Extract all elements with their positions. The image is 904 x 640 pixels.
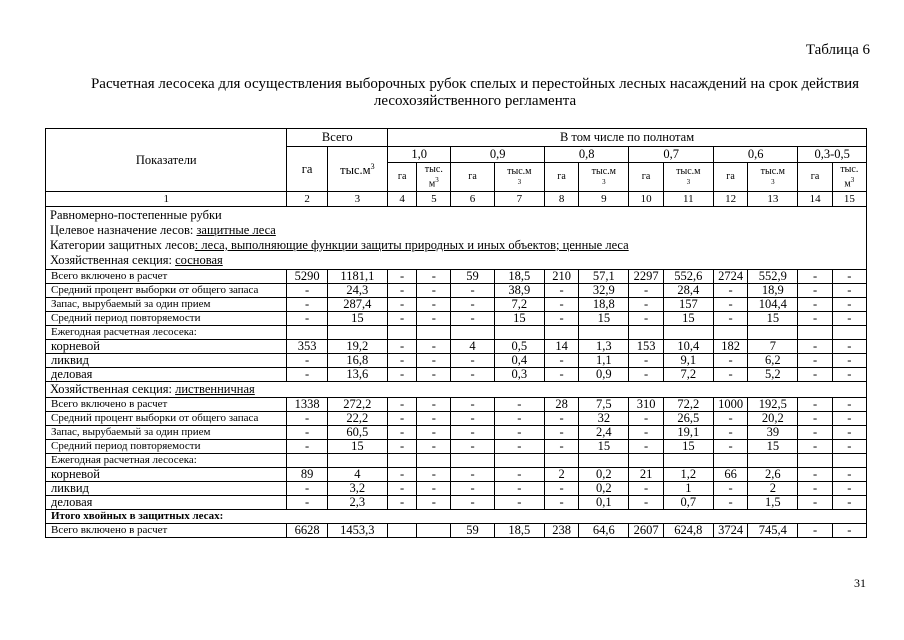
table-cell: 4 (327, 468, 387, 482)
table-cell: - (417, 340, 451, 354)
table-cell: 39 (748, 426, 798, 440)
table-row (46, 426, 867, 440)
table-cell: - (544, 368, 578, 382)
table-cell: 10,4 (663, 340, 713, 354)
header-by-density: В том числе по полнотам (388, 129, 867, 147)
table-cell: 26,5 (663, 412, 713, 426)
unit-volume: тыс. $м^3$ (832, 163, 866, 192)
table-cell: - (417, 468, 451, 482)
table-cell: - (629, 368, 663, 382)
table-cell: 5,2 (748, 368, 798, 382)
table-row (46, 524, 867, 538)
table-cell: 624,8 (663, 524, 713, 538)
table-cell: - (713, 354, 747, 368)
table-cell: 1,2 (663, 468, 713, 482)
table-row (46, 270, 867, 284)
table-cell: - (713, 368, 747, 382)
table-cell: 19,1 (663, 426, 713, 440)
table-cell (388, 524, 417, 538)
table-cell: 28,4 (663, 284, 713, 298)
table-cell: - (287, 440, 327, 454)
density-0-3-0-5: 0,3-0,5 (798, 147, 867, 163)
row-label: корневой (46, 468, 287, 482)
table-cell: 272,2 (327, 398, 387, 412)
table-cell: - (388, 312, 417, 326)
table-cell: 24,3 (327, 284, 387, 298)
table-cell: - (798, 482, 832, 496)
table-cell: 32,9 (579, 284, 629, 298)
table-cell: - (417, 398, 451, 412)
table-cell: 20,2 (748, 412, 798, 426)
unit-volume: тыс.м 3 (663, 163, 713, 192)
table-cell: - (417, 284, 451, 298)
header-total-volume: $тыс.м^3$ (327, 147, 387, 192)
table-cell: - (388, 354, 417, 368)
density-0-6: 0,6 (713, 147, 798, 163)
table-cell: - (451, 482, 494, 496)
col-num: 8 (544, 192, 578, 207)
section-larch-row (46, 382, 867, 398)
table-cell: - (629, 412, 663, 426)
table-cell: 18,5 (494, 270, 544, 284)
table-cell: - (287, 284, 327, 298)
table-cell: - (388, 284, 417, 298)
col-num: 15 (832, 192, 866, 207)
table-cell: 14 (544, 340, 578, 354)
table-cell: - (629, 440, 663, 454)
table-cell: - (798, 398, 832, 412)
table-cell: 2297 (629, 270, 663, 284)
unit-volume: тыс.м 3 (494, 163, 544, 192)
table-cell: - (544, 440, 578, 454)
table-cell: - (287, 368, 327, 382)
table-cell: - (832, 270, 866, 284)
table-cell: 89 (287, 468, 327, 482)
table-cell: - (388, 340, 417, 354)
page-number: 31 (854, 576, 866, 590)
table-cell: - (451, 468, 494, 482)
table-cell: - (451, 298, 494, 312)
row-label: ликвид (46, 354, 287, 368)
table-cell: 287,4 (327, 298, 387, 312)
table-cell: 1000 (713, 398, 747, 412)
table-cell: - (451, 354, 494, 368)
table-cell: - (388, 482, 417, 496)
table-cell: - (629, 482, 663, 496)
table-cell: 1 (663, 482, 713, 496)
unit-volume: тыс.м 3 (579, 163, 629, 192)
table-cell: 2,4 (579, 426, 629, 440)
table-cell: - (451, 440, 494, 454)
table-cell: 7,2 (494, 298, 544, 312)
table-cell: 0,5 (494, 340, 544, 354)
table-cell: 9,1 (663, 354, 713, 368)
table-cell: - (544, 354, 578, 368)
category-line: Категории защитных лесов: леса, выполняющие функции защиты природных и иных объектов; ценные леса (50, 238, 629, 252)
table-cell: - (417, 426, 451, 440)
table-cell: 1,5 (748, 496, 798, 510)
table-cell (417, 524, 451, 538)
col-num: 6 (451, 192, 494, 207)
unit-ha: га (544, 163, 578, 192)
table-cell: - (451, 312, 494, 326)
table-cell: - (388, 426, 417, 440)
table-cell: - (832, 354, 866, 368)
table-cell: - (417, 496, 451, 510)
table-cell: - (629, 312, 663, 326)
table-cell: 1338 (287, 398, 327, 412)
table-cell: - (713, 412, 747, 426)
row-label: Средний период повторяемости (46, 440, 287, 454)
table-cell: - (832, 398, 866, 412)
table-cell: - (451, 284, 494, 298)
table-cell: 38,9 (494, 284, 544, 298)
section-pine: Хозяйственная секция: сосновая (50, 253, 223, 267)
table-cell: - (798, 298, 832, 312)
table-cell: - (388, 412, 417, 426)
header-indicators: Показатели (46, 129, 287, 192)
table-cell: 18,5 (494, 524, 544, 538)
table-row (46, 412, 867, 426)
table-cell: 59 (451, 270, 494, 284)
table-cell: - (417, 298, 451, 312)
table-cell: 66 (713, 468, 747, 482)
row-label: деловая (46, 368, 287, 382)
table-cell: 18,8 (579, 298, 629, 312)
table-cell: 28 (544, 398, 578, 412)
table-row (46, 298, 867, 312)
table-row (46, 398, 867, 412)
purpose-line: Целевое назначение лесов: защитные леса (50, 223, 276, 237)
table-cell: - (417, 312, 451, 326)
col-num: 12 (713, 192, 747, 207)
table-cell: 7 (748, 340, 798, 354)
density-1-0: 1,0 (388, 147, 451, 163)
table-cell: - (798, 412, 832, 426)
total-label: Итого хвойных в защитных лесах: (46, 510, 867, 524)
table-row (46, 340, 867, 354)
table-cell: 19,2 (327, 340, 387, 354)
table-cell: - (287, 496, 327, 510)
table-cell: - (494, 496, 544, 510)
table-cell: - (494, 482, 544, 496)
col-num: 4 (388, 192, 417, 207)
unit-ha: га (713, 163, 747, 192)
table-cell: - (798, 524, 832, 538)
table-cell: 0,4 (494, 354, 544, 368)
density-0-9: 0,9 (451, 147, 545, 163)
col-num: 3 (327, 192, 387, 207)
unit-volume: тыс.м 3 (748, 163, 798, 192)
table-cell: - (713, 312, 747, 326)
table-cell: 157 (663, 298, 713, 312)
table-cell: - (832, 284, 866, 298)
row-label: Средний процент выборки от общего запаса (46, 412, 287, 426)
table-cell: 3,2 (327, 482, 387, 496)
table-row (46, 482, 867, 496)
table-cell: - (798, 270, 832, 284)
table-cell: - (832, 468, 866, 482)
table-cell: - (832, 524, 866, 538)
table-row (46, 368, 867, 382)
table-cell: 15 (579, 440, 629, 454)
table-cell: 238 (544, 524, 578, 538)
table-cell: - (713, 482, 747, 496)
table-cell: 0,7 (663, 496, 713, 510)
column-numbers-row (46, 192, 867, 207)
annual-label-row (46, 326, 867, 340)
table-cell: 15 (748, 312, 798, 326)
table-cell: - (417, 440, 451, 454)
row-label: Всего включено в расчет (46, 524, 287, 538)
table-cell: 6628 (287, 524, 327, 538)
unit-ha: га (388, 163, 417, 192)
table-cell: - (287, 426, 327, 440)
table-cell: - (544, 284, 578, 298)
table-cell: - (544, 412, 578, 426)
table-cell: 104,4 (748, 298, 798, 312)
table-cell: 16,8 (327, 354, 387, 368)
table-cell: - (832, 312, 866, 326)
table-cell: - (287, 354, 327, 368)
table-cell: 59 (451, 524, 494, 538)
row-label: Запас, вырубаемый за один прием (46, 426, 287, 440)
row-label: Средний процент выборки от общего запаса (46, 284, 287, 298)
table-cell: - (832, 340, 866, 354)
table-cell: - (388, 298, 417, 312)
table-cell: 18,9 (748, 284, 798, 298)
table-cell: 15 (327, 312, 387, 326)
table-cell: 0,1 (579, 496, 629, 510)
total-label-row (46, 510, 867, 524)
table-cell: - (287, 412, 327, 426)
unit-ha: га (451, 163, 494, 192)
table-row (46, 496, 867, 510)
table-cell: - (451, 412, 494, 426)
table-cell: 153 (629, 340, 663, 354)
table-cell: - (798, 496, 832, 510)
table-cell: - (832, 412, 866, 426)
table-caption: Расчетная лесосека для осуществления выборочных рубок спелых и перестойных лесных насаждений на срок действия лесохозяйственного регламента (90, 76, 860, 109)
table-cell: - (629, 496, 663, 510)
table-cell: 182 (713, 340, 747, 354)
table-cell: 1,1 (579, 354, 629, 368)
table-cell: 2,6 (748, 468, 798, 482)
table-cell: - (494, 468, 544, 482)
table-cell: - (832, 482, 866, 496)
table-cell: 6,2 (748, 354, 798, 368)
table-row (46, 312, 867, 326)
table-cell: - (798, 284, 832, 298)
table-cell: 2724 (713, 270, 747, 284)
table-cell: 3724 (713, 524, 747, 538)
table-cell: 0,2 (579, 482, 629, 496)
cutting-area-table (45, 128, 867, 538)
table-cell: - (713, 440, 747, 454)
col-num: 9 (579, 192, 629, 207)
table-cell: 0,2 (579, 468, 629, 482)
table-cell: - (798, 368, 832, 382)
header-total-ha: га (287, 147, 327, 192)
table-cell: 64,6 (579, 524, 629, 538)
table-cell: 15 (748, 440, 798, 454)
table-cell: - (832, 298, 866, 312)
table-cell: 4 (451, 340, 494, 354)
table-cell: - (388, 468, 417, 482)
table-cell: - (713, 284, 747, 298)
table-cell: - (388, 440, 417, 454)
table-cell: - (713, 496, 747, 510)
density-0-7: 0,7 (629, 147, 714, 163)
table-cell: 60,5 (327, 426, 387, 440)
table-cell: 7,2 (663, 368, 713, 382)
table-row (46, 284, 867, 298)
table-cell: 745,4 (748, 524, 798, 538)
unit-ha: га (798, 163, 832, 192)
annual-label: Ежегодная расчетная лесосека: (46, 454, 287, 468)
table-cell: 2 (544, 468, 578, 482)
annual-label: Ежегодная расчетная лесосека: (46, 326, 287, 340)
table-cell: - (451, 398, 494, 412)
table-row (46, 468, 867, 482)
table-cell: - (798, 340, 832, 354)
table-cell: - (451, 368, 494, 382)
table-row (46, 354, 867, 368)
table-cell: - (798, 426, 832, 440)
table-label: Таблица 6 (805, 42, 870, 58)
table-cell: 2607 (629, 524, 663, 538)
table-cell: - (494, 412, 544, 426)
table-cell: - (798, 354, 832, 368)
table-cell: 5290 (287, 270, 327, 284)
table-cell: 0,9 (579, 368, 629, 382)
row-label: Запас, вырубаемый за один прием (46, 298, 287, 312)
table-cell: - (287, 312, 327, 326)
table-cell: - (388, 398, 417, 412)
table-cell: 15 (494, 312, 544, 326)
table-cell: - (287, 482, 327, 496)
col-num: 7 (494, 192, 544, 207)
table-cell: - (798, 312, 832, 326)
table-cell: 1,3 (579, 340, 629, 354)
table-cell: 192,5 (748, 398, 798, 412)
table-cell: - (544, 496, 578, 510)
table-cell: - (713, 426, 747, 440)
annual-label-row (46, 454, 867, 468)
table-cell: - (832, 440, 866, 454)
table-cell: - (798, 468, 832, 482)
table-cell: - (417, 368, 451, 382)
table-cell: - (494, 440, 544, 454)
table-cell: 552,9 (748, 270, 798, 284)
table-cell: 1453,3 (327, 524, 387, 538)
table-cell: - (287, 298, 327, 312)
section-larch: Хозяйственная секция: лиственничная (46, 382, 867, 398)
col-num: 11 (663, 192, 713, 207)
table-cell: 552,6 (663, 270, 713, 284)
table-cell: - (494, 398, 544, 412)
table-cell: - (832, 496, 866, 510)
header-total: Всего (287, 129, 388, 147)
table-cell: 72,2 (663, 398, 713, 412)
unit-ha: га (629, 163, 663, 192)
felling-type: Равномерно-постепенные рубки (50, 208, 222, 222)
table-cell: - (544, 482, 578, 496)
table-cell: - (417, 412, 451, 426)
table-cell: - (832, 368, 866, 382)
col-num: 5 (417, 192, 451, 207)
table-cell: 7,5 (579, 398, 629, 412)
table-cell: 15 (579, 312, 629, 326)
table-cell: 15 (663, 440, 713, 454)
table-cell: - (629, 284, 663, 298)
table-cell: - (544, 298, 578, 312)
table-cell: 32 (579, 412, 629, 426)
table-cell: 2 (748, 482, 798, 496)
table-cell: 57,1 (579, 270, 629, 284)
col-num: 1 (46, 192, 287, 207)
col-num: 10 (629, 192, 663, 207)
table-cell: - (629, 298, 663, 312)
col-num: 2 (287, 192, 327, 207)
table-cell: - (629, 354, 663, 368)
row-label: деловая (46, 496, 287, 510)
table-cell: - (544, 426, 578, 440)
table-cell: 353 (287, 340, 327, 354)
table-cell: - (629, 426, 663, 440)
row-label: ликвид (46, 482, 287, 496)
table-cell: - (832, 426, 866, 440)
table-cell: 15 (663, 312, 713, 326)
table-cell: 1181,1 (327, 270, 387, 284)
table-cell: - (417, 354, 451, 368)
table-cell: - (388, 368, 417, 382)
unit-volume: тыс. $м^3$ (417, 163, 451, 192)
table-cell: - (494, 426, 544, 440)
table-cell: 0,3 (494, 368, 544, 382)
table-cell: 13,6 (327, 368, 387, 382)
table-cell: - (451, 426, 494, 440)
density-0-8: 0,8 (544, 147, 629, 163)
table-cell: 310 (629, 398, 663, 412)
table-row (46, 440, 867, 454)
row-label: Средний период повторяемости (46, 312, 287, 326)
table-cell: 21 (629, 468, 663, 482)
table-cell: 2,3 (327, 496, 387, 510)
table-cell: 210 (544, 270, 578, 284)
row-label: Всего включено в расчет (46, 270, 287, 284)
table-cell: - (388, 496, 417, 510)
row-label: Всего включено в расчет (46, 398, 287, 412)
table-cell: - (388, 270, 417, 284)
table-cell: 15 (327, 440, 387, 454)
section-info-row (46, 207, 867, 270)
row-label: корневой (46, 340, 287, 354)
col-num: 13 (748, 192, 798, 207)
table-cell: - (798, 440, 832, 454)
col-num: 14 (798, 192, 832, 207)
table-cell: - (417, 270, 451, 284)
table-cell: - (417, 482, 451, 496)
table-cell: 22,2 (327, 412, 387, 426)
table-cell: - (713, 298, 747, 312)
table-cell: - (544, 312, 578, 326)
section-info (46, 207, 867, 270)
table-cell: - (451, 496, 494, 510)
